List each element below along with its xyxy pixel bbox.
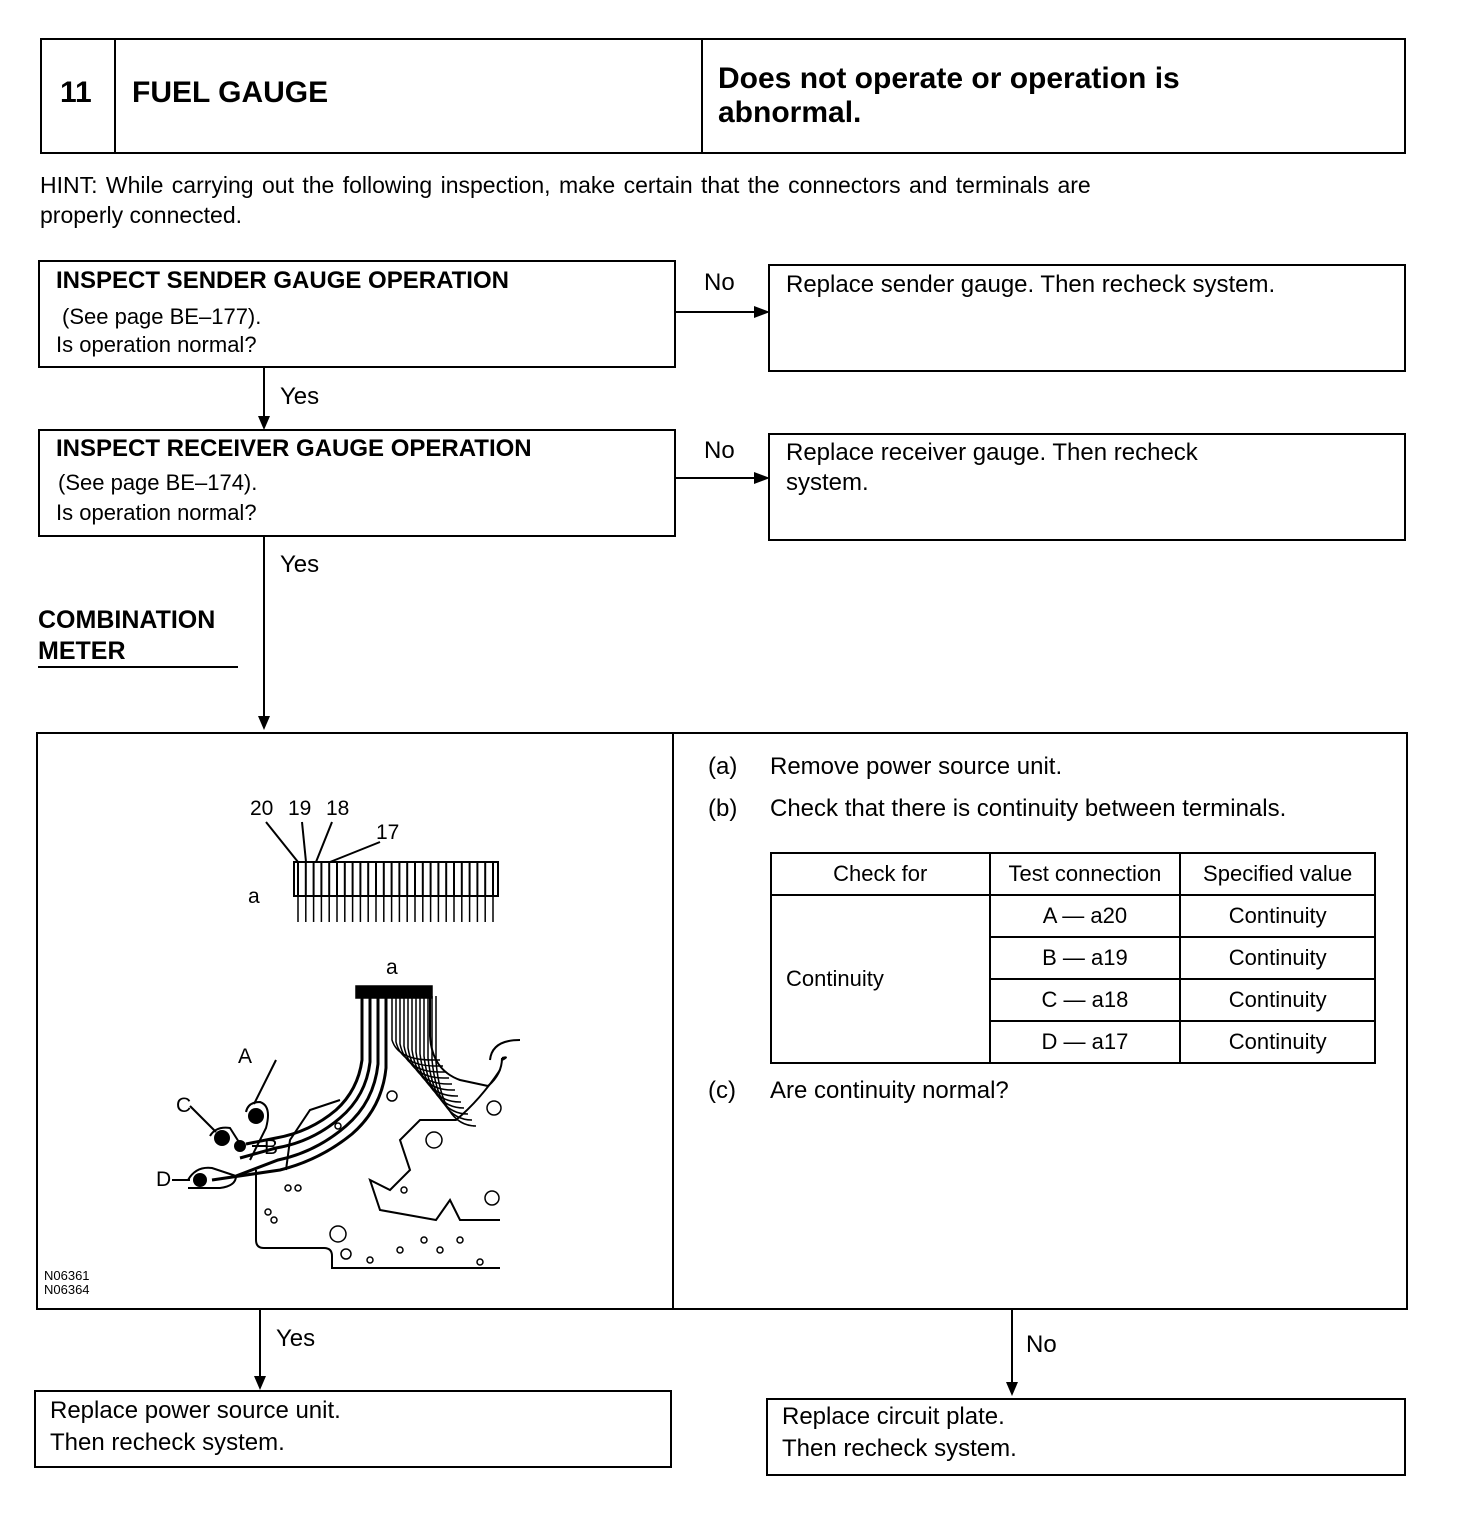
instruction-c-text: Are continuity normal? [770,1077,1009,1104]
step1-yes-line [263,368,265,418]
plate-label: a [386,956,398,979]
continuity-table [770,852,1376,1064]
header-divider-1 [114,38,116,154]
outcome-no-line [1011,1310,1013,1382]
terminal-num-19: 19 [288,797,312,820]
step1-yes-arrow [258,416,270,430]
step2-no-action-line-1: Replace receiver gauge. Then recheck [786,439,1198,466]
outcome-yes-line-2: Then recheck system. [50,1429,285,1456]
step2-title: INSPECT RECEIVER GAUGE OPERATION [56,435,532,462]
outcome-no-arrow [1006,1382,1018,1396]
table-cell-connection: B — a19 [990,937,1181,979]
step2-yes-line [263,537,265,717]
section-heading-line-1: COMBINATION [38,606,216,634]
figure-code-1: N06361 [44,1268,90,1283]
step2-question: Is operation normal? [56,500,257,525]
step1-yes-label: Yes [280,383,320,410]
step1-title: INSPECT SENDER GAUGE OPERATION [56,267,509,294]
symptom-line-2: abnormal. [718,96,862,129]
outcome-no-line-1: Replace circuit plate. [782,1403,1005,1430]
item-number: 11 [60,76,92,109]
terminal-num-18: 18 [326,797,350,820]
step3-divider [672,732,674,1310]
step2-no-action-line-2: system. [786,469,869,496]
instruction-b-key: (b) [708,795,738,822]
table-cell-connection: A — a20 [990,895,1181,937]
terminal-num-17: 17 [376,821,400,844]
table-header-test-connection: Test connection [990,853,1181,895]
section-heading-line-2: METER [38,637,126,665]
table-row [771,895,1375,937]
step1-no-line [676,311,756,313]
point-label-a: A [238,1045,253,1068]
step2-no-label: No [704,437,735,464]
figure-code-2: N06364 [44,1282,90,1297]
table-cell-value: Continuity [1180,1021,1375,1063]
instruction-c-key: (c) [708,1077,736,1104]
table-cell-value: Continuity [1180,895,1375,937]
outcome-yes-line-1: Replace power source unit. [50,1397,341,1424]
outcome-no-label: No [1026,1331,1057,1358]
outcome-yes-arrow [254,1376,266,1390]
table-cell-connection: D — a17 [990,1021,1181,1063]
section-heading-underline [38,666,238,668]
table-cell-value: Continuity [1180,979,1375,1021]
table-header-specified-value: Specified value [1180,853,1375,895]
outcome-no-line-2: Then recheck system. [782,1435,1017,1462]
table-header-check-for: Check for [771,853,990,895]
table-cell-connection: C — a18 [990,979,1181,1021]
step2-yes-label: Yes [280,551,320,578]
point-label-c: C [176,1094,192,1117]
header-divider-2 [701,38,703,154]
outcome-yes-label: Yes [276,1325,316,1352]
circuit-figure [40,740,670,1300]
step1-no-action: Replace sender gauge. Then recheck system. [786,271,1276,298]
step2-ref: (See page BE–174). [58,470,258,495]
step2-yes-arrow [258,716,270,730]
terminal-num-20: 20 [250,797,274,820]
hint-line-1: HINT: While carrying out the following inspection, make certain that the connectors and terminals are [40,172,1091,198]
step1-ref: (See page BE–177). [62,304,262,329]
hint-line-2: properly connected. [40,202,243,228]
point-label-b: B [264,1136,279,1159]
step1-no-label: No [704,269,735,296]
step1-question: Is operation normal? [56,332,257,357]
table-cell-value: Continuity [1180,937,1375,979]
step2-no-line [676,477,756,479]
page-title: FUEL GAUGE [132,76,329,109]
point-label-d: D [156,1168,172,1191]
connector-label: a [248,885,260,908]
symptom-line-1: Does not operate or operation is [718,62,1180,95]
table-cell-check-for: Continuity [771,895,990,1063]
instruction-b-text: Check that there is continuity between terminals. [770,795,1287,822]
instruction-a-key: (a) [708,753,738,780]
instruction-a-text: Remove power source unit. [770,753,1063,780]
outcome-yes-line [259,1310,261,1376]
